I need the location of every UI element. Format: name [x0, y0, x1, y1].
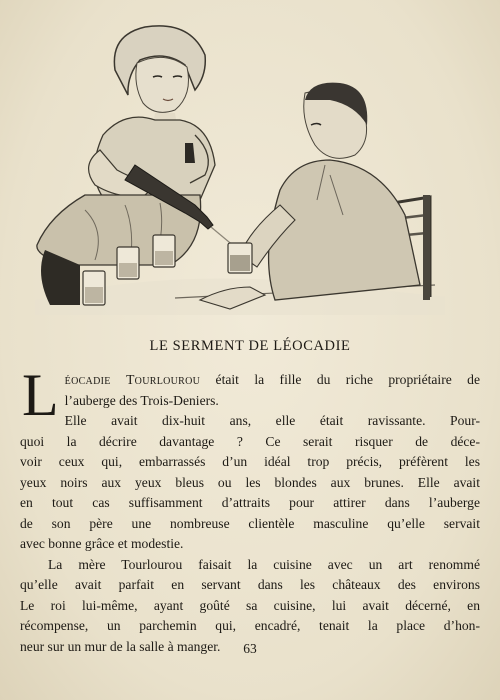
text-line: l’auberge des Trois-Deniers. [64, 392, 219, 408]
chapter-body [20, 362, 480, 657]
text-line: La mère Tourlourou faisait la cuisine avec un art renommé [48, 556, 480, 572]
text-line: neur sur un mur de la salle à manger. [20, 638, 221, 654]
text-line: Le roi lui-même, ayant goûté sa cuisine, lui avait décerné, en [20, 597, 480, 613]
text-line: avec bonne grâce et modestie. [20, 536, 184, 551]
text-line [20, 370, 480, 391]
character-name: éocadie Tourlourou [64, 372, 201, 387]
paragraph-2 [20, 411, 480, 555]
text-line: de son père une nombreuse clientèle masculine qu’elle servait [20, 515, 480, 531]
text-line: yeux noirs aux yeux bleus ou les blondes aux brunes. Elle avait [20, 474, 480, 490]
page-number: 63 [243, 641, 257, 656]
drop-cap: L [22, 362, 59, 428]
text-line: quoi la décrire davantage ? Ce serait risquer de déce- [20, 433, 480, 449]
text-line: Elle avait dix-huit ans, elle était ravissante. Pour- [64, 413, 480, 428]
chapter-title: LE SERMENT DE LÉOCADIE [149, 338, 351, 354]
girl-pouring-drink-illustration [25, 15, 445, 315]
text-line: qu’elle avait parfait en servant dans les châteaux des environs [20, 577, 480, 592]
text-line: récompense, un parchemin qui, encadré, tenait la place d’hon- [20, 618, 480, 633]
text-line: voir ceux qui, embarrassés d’un idéal trop précis, préfèrent les [20, 454, 480, 469]
text-fragment: était la fille du riche propriétaire de [200, 372, 480, 387]
text-line: en tout cas suffisamment d’attraits pour attirer dans l’auberge [20, 495, 480, 510]
